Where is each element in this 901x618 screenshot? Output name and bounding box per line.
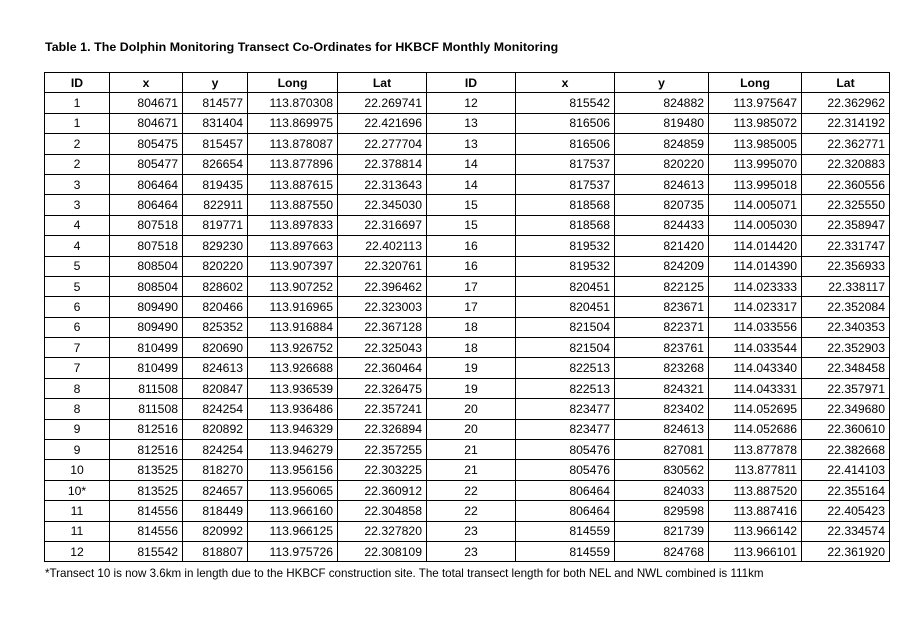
table-cell: 4 [45, 215, 110, 235]
header-cell: x [516, 73, 615, 93]
table-cell: 22.320883 [802, 154, 890, 174]
table-cell: 18 [427, 338, 516, 358]
table-cell: 824859 [615, 134, 709, 154]
table-cell: 17 [427, 276, 516, 296]
table-cell: 22.360610 [802, 419, 890, 439]
table-row [45, 195, 890, 215]
table-cell: 22.340353 [802, 317, 890, 337]
table-cell: 814556 [110, 521, 183, 541]
header-cell: y [615, 73, 709, 93]
table-cell: 5 [45, 276, 110, 296]
table-row [45, 419, 890, 439]
table-cell: 113.869975 [248, 113, 338, 133]
table-cell: 820735 [615, 195, 709, 215]
table-cell: 22.313643 [338, 174, 427, 194]
table-cell: 805476 [516, 440, 615, 460]
table-cell: 809490 [110, 297, 183, 317]
table-cell: 5 [45, 256, 110, 276]
table-cell: 114.014420 [709, 236, 802, 256]
table-cell: 807518 [110, 215, 183, 235]
table-cell: 804671 [110, 113, 183, 133]
table-cell: 8 [45, 399, 110, 419]
table-cell: 22.356933 [802, 256, 890, 276]
table-row [45, 297, 890, 317]
table-cell: 22.357241 [338, 399, 427, 419]
table-cell: 22.352084 [802, 297, 890, 317]
table-cell: 22.357971 [802, 378, 890, 398]
table-cell: 19 [427, 378, 516, 398]
table-cell: 113.936486 [248, 399, 338, 419]
header-cell: y [183, 73, 248, 93]
table-cell: 814556 [110, 501, 183, 521]
table-cell: 22.327820 [338, 521, 427, 541]
table-cell: 816506 [516, 134, 615, 154]
table-cell: 113.878087 [248, 134, 338, 154]
table-cell: 9 [45, 419, 110, 439]
header-cell: x [110, 73, 183, 93]
table-cell: 820847 [183, 378, 248, 398]
table-cell: 811508 [110, 399, 183, 419]
table-cell: 15 [427, 215, 516, 235]
table-cell: 807518 [110, 236, 183, 256]
table-cell: 113.870308 [248, 93, 338, 113]
table-cell: 2 [45, 154, 110, 174]
table-cell: 1 [45, 113, 110, 133]
table-cell: 22.352903 [802, 338, 890, 358]
table-cell: 113.887416 [709, 501, 802, 521]
table-cell: 22.357255 [338, 440, 427, 460]
table-cell: 823477 [516, 399, 615, 419]
table-row [45, 236, 890, 256]
table-cell: 22.367128 [338, 317, 427, 337]
table-cell: 826654 [183, 154, 248, 174]
table-cell: 16 [427, 236, 516, 256]
table-cell: 804671 [110, 93, 183, 113]
table-cell: 114.052686 [709, 419, 802, 439]
table-cell: 824882 [615, 93, 709, 113]
table-cell: 821739 [615, 521, 709, 541]
table-cell: 824613 [615, 419, 709, 439]
table-cell: 822513 [516, 358, 615, 378]
table-caption: Table 1. The Dolphin Monitoring Transect Co-Ordinates for HKBCF Monthly Monitoring [45, 40, 559, 54]
table-cell: 14 [427, 174, 516, 194]
table-row [45, 317, 890, 337]
table-cell: 22.316697 [338, 215, 427, 235]
table-cell: 818270 [183, 460, 248, 480]
table-cell: 12 [45, 541, 110, 561]
table-cell: 812516 [110, 440, 183, 460]
table-cell: 22.362962 [802, 93, 890, 113]
transect-coordinates-table [44, 72, 890, 562]
table-cell: 113.907252 [248, 276, 338, 296]
table-cell: 813525 [110, 480, 183, 500]
table-cell: 22.314192 [802, 113, 890, 133]
table-cell: 113.985005 [709, 134, 802, 154]
table-row [45, 174, 890, 194]
table-cell: 22.402113 [338, 236, 427, 256]
table-cell: 113.956156 [248, 460, 338, 480]
table-cell: 808504 [110, 256, 183, 276]
table-cell: 22 [427, 501, 516, 521]
table-cell: 815457 [183, 134, 248, 154]
table-cell: 14 [427, 154, 516, 174]
table-cell: 2 [45, 134, 110, 154]
table-cell: 829598 [615, 501, 709, 521]
table-cell: 114.005030 [709, 215, 802, 235]
table-cell: 824613 [183, 358, 248, 378]
table-cell: 22.348458 [802, 358, 890, 378]
table-cell: 113.975647 [709, 93, 802, 113]
table-cell: 114.023333 [709, 276, 802, 296]
table-row [45, 501, 890, 521]
table-cell: 817537 [516, 174, 615, 194]
table-cell: 822513 [516, 378, 615, 398]
table-footnote: *Transect 10 is now 3.6km in length due to the HKBCF construction site. The total transect length for both NEL and NWL combined is 111km [45, 567, 764, 580]
table-cell: 820220 [615, 154, 709, 174]
table-cell: 22.414103 [802, 460, 890, 480]
table-cell: 821420 [615, 236, 709, 256]
table-cell: 22.421696 [338, 113, 427, 133]
table-cell: 22.308109 [338, 541, 427, 561]
table-cell: 822125 [615, 276, 709, 296]
table-cell: 811508 [110, 378, 183, 398]
table-cell: 18 [427, 317, 516, 337]
table-cell: 818568 [516, 195, 615, 215]
table-cell: 823268 [615, 358, 709, 378]
table-cell: 820220 [183, 256, 248, 276]
table-cell: 828602 [183, 276, 248, 296]
table-cell: 11 [45, 521, 110, 541]
table-cell: 22.331747 [802, 236, 890, 256]
table-row [45, 154, 890, 174]
table-cell: 114.023317 [709, 297, 802, 317]
table-cell: 21 [427, 460, 516, 480]
table-cell: 16 [427, 256, 516, 276]
table-cell: 820466 [183, 297, 248, 317]
table-cell: 831404 [183, 113, 248, 133]
table-cell: 20 [427, 399, 516, 419]
table-row [45, 480, 890, 500]
table-cell: 824254 [183, 440, 248, 460]
table-cell: 22.405423 [802, 501, 890, 521]
table-cell: 819480 [615, 113, 709, 133]
table-cell: 816506 [516, 113, 615, 133]
table-cell: 11 [45, 501, 110, 521]
table-row [45, 521, 890, 541]
table-cell: 1 [45, 93, 110, 113]
table-cell: 818568 [516, 215, 615, 235]
table-cell: 824321 [615, 378, 709, 398]
table-cell: 6 [45, 317, 110, 337]
table-cell: 8 [45, 378, 110, 398]
table-cell: 814559 [516, 541, 615, 561]
table-cell: 22.325043 [338, 338, 427, 358]
table-cell: 113.966125 [248, 521, 338, 541]
table-cell: 12 [427, 93, 516, 113]
table-cell: 113.946279 [248, 440, 338, 460]
table-cell: 22.325550 [802, 195, 890, 215]
table-cell: 9 [45, 440, 110, 460]
table-cell: 114.014390 [709, 256, 802, 276]
table-header-row [45, 73, 890, 93]
table-cell: 817537 [516, 154, 615, 174]
header-cell: ID [45, 73, 110, 93]
header-cell: Lat [338, 73, 427, 93]
table-cell: 113.966101 [709, 541, 802, 561]
table-cell: 114.052695 [709, 399, 802, 419]
table-cell: 113.985072 [709, 113, 802, 133]
table-cell: 825352 [183, 317, 248, 337]
table-cell: 820451 [516, 276, 615, 296]
table-cell: 22 [427, 480, 516, 500]
table-cell: 813525 [110, 460, 183, 480]
table-cell: 113.975726 [248, 541, 338, 561]
header-cell: Long [709, 73, 802, 93]
table-row [45, 460, 890, 480]
table-cell: 827081 [615, 440, 709, 460]
table-row [45, 338, 890, 358]
table-cell: 114.043340 [709, 358, 802, 378]
table-cell: 805476 [516, 460, 615, 480]
table-cell: 22.396462 [338, 276, 427, 296]
table-cell: 821504 [516, 338, 615, 358]
table-cell: 809490 [110, 317, 183, 337]
table-cell: 22.277704 [338, 134, 427, 154]
table-cell: 10 [45, 460, 110, 480]
table-row [45, 113, 890, 133]
table-cell: 3 [45, 174, 110, 194]
table-cell: 819532 [516, 256, 615, 276]
table-cell: 114.033556 [709, 317, 802, 337]
table-cell: 6 [45, 297, 110, 317]
table-cell: 824209 [615, 256, 709, 276]
table-cell: 7 [45, 338, 110, 358]
table-cell: 824033 [615, 480, 709, 500]
table-row [45, 93, 890, 113]
table-cell: 22.360464 [338, 358, 427, 378]
table-cell: 3 [45, 195, 110, 215]
table-cell: 819435 [183, 174, 248, 194]
table-cell: 818449 [183, 501, 248, 521]
table-cell: 22.323003 [338, 297, 427, 317]
table-cell: 824657 [183, 480, 248, 500]
header-cell: ID [427, 73, 516, 93]
table-cell: 113.897663 [248, 236, 338, 256]
table-row [45, 378, 890, 398]
table-cell: 22.320761 [338, 256, 427, 276]
table-cell: 113.887615 [248, 174, 338, 194]
table-cell: 22.361920 [802, 541, 890, 561]
table-cell: 15 [427, 195, 516, 215]
table-cell: 13 [427, 134, 516, 154]
table-cell: 824613 [615, 174, 709, 194]
table-cell: 806464 [516, 480, 615, 500]
table-cell: 815542 [516, 93, 615, 113]
table-cell: 822371 [615, 317, 709, 337]
table-cell: 7 [45, 358, 110, 378]
table-cell: 818807 [183, 541, 248, 561]
table-cell: 823402 [615, 399, 709, 419]
table-cell: 113.926752 [248, 338, 338, 358]
table-cell: 823477 [516, 419, 615, 439]
table-cell: 10* [45, 480, 110, 500]
table-cell: 22.378814 [338, 154, 427, 174]
table-cell: 820690 [183, 338, 248, 358]
table-cell: 805477 [110, 154, 183, 174]
table-cell: 4 [45, 236, 110, 256]
table-cell: 22.345030 [338, 195, 427, 215]
table-cell: 22.358947 [802, 215, 890, 235]
table-cell: 812516 [110, 419, 183, 439]
table-cell: 113.966142 [709, 521, 802, 541]
table-cell: 819771 [183, 215, 248, 235]
table-cell: 823761 [615, 338, 709, 358]
table-cell: 815542 [110, 541, 183, 561]
table-cell: 819532 [516, 236, 615, 256]
table-cell: 113.956065 [248, 480, 338, 500]
table-cell: 810499 [110, 338, 183, 358]
table-cell: 22.382668 [802, 440, 890, 460]
table-row [45, 440, 890, 460]
table-cell: 824254 [183, 399, 248, 419]
table-cell: 113.995070 [709, 154, 802, 174]
table-cell: 113.897833 [248, 215, 338, 235]
table-cell: 22.360556 [802, 174, 890, 194]
table-cell: 22.304858 [338, 501, 427, 521]
table-cell: 823671 [615, 297, 709, 317]
table-cell: 820892 [183, 419, 248, 439]
table-cell: 113.877811 [709, 460, 802, 480]
table-cell: 22.326894 [338, 419, 427, 439]
table-cell: 113.877878 [709, 440, 802, 460]
table-cell: 113.877896 [248, 154, 338, 174]
table-cell: 20 [427, 419, 516, 439]
table-cell: 22.269741 [338, 93, 427, 113]
table-cell: 22.338117 [802, 276, 890, 296]
table-cell: 13 [427, 113, 516, 133]
table-row [45, 276, 890, 296]
table-cell: 114.005071 [709, 195, 802, 215]
table-cell: 814559 [516, 521, 615, 541]
table-cell: 113.887520 [709, 480, 802, 500]
table-cell: 113.936539 [248, 378, 338, 398]
table-cell: 113.916884 [248, 317, 338, 337]
table-cell: 829230 [183, 236, 248, 256]
table-cell: 23 [427, 541, 516, 561]
table-cell: 822911 [183, 195, 248, 215]
table-cell: 830562 [615, 460, 709, 480]
table-cell: 820992 [183, 521, 248, 541]
table-cell: 113.995018 [709, 174, 802, 194]
table-cell: 113.966160 [248, 501, 338, 521]
table-cell: 805475 [110, 134, 183, 154]
table-cell: 22.349680 [802, 399, 890, 419]
table-cell: 22.326475 [338, 378, 427, 398]
table-row [45, 256, 890, 276]
table-cell: 114.033544 [709, 338, 802, 358]
table-cell: 806464 [110, 174, 183, 194]
table-cell: 23 [427, 521, 516, 541]
table-row [45, 134, 890, 154]
table-cell: 806464 [110, 195, 183, 215]
table-cell: 19 [427, 358, 516, 378]
table-cell: 820451 [516, 297, 615, 317]
table-row [45, 399, 890, 419]
table-cell: 810499 [110, 358, 183, 378]
table-cell: 808504 [110, 276, 183, 296]
table-cell: 113.926688 [248, 358, 338, 378]
table-row [45, 358, 890, 378]
header-cell: Lat [802, 73, 890, 93]
table-cell: 21 [427, 440, 516, 460]
table-cell: 806464 [516, 501, 615, 521]
table-cell: 22.355164 [802, 480, 890, 500]
table-row [45, 215, 890, 235]
table-cell: 22.362771 [802, 134, 890, 154]
table-cell: 22.303225 [338, 460, 427, 480]
table-cell: 113.946329 [248, 419, 338, 439]
table-cell: 22.360912 [338, 480, 427, 500]
table-cell: 17 [427, 297, 516, 317]
header-cell: Long [248, 73, 338, 93]
table-cell: 113.916965 [248, 297, 338, 317]
table-cell: 114.043331 [709, 378, 802, 398]
table-cell: 814577 [183, 93, 248, 113]
table-row [45, 541, 890, 561]
table-cell: 22.334574 [802, 521, 890, 541]
table-cell: 824768 [615, 541, 709, 561]
table-cell: 824433 [615, 215, 709, 235]
table-cell: 821504 [516, 317, 615, 337]
table-cell: 113.887550 [248, 195, 338, 215]
table-cell: 113.907397 [248, 256, 338, 276]
